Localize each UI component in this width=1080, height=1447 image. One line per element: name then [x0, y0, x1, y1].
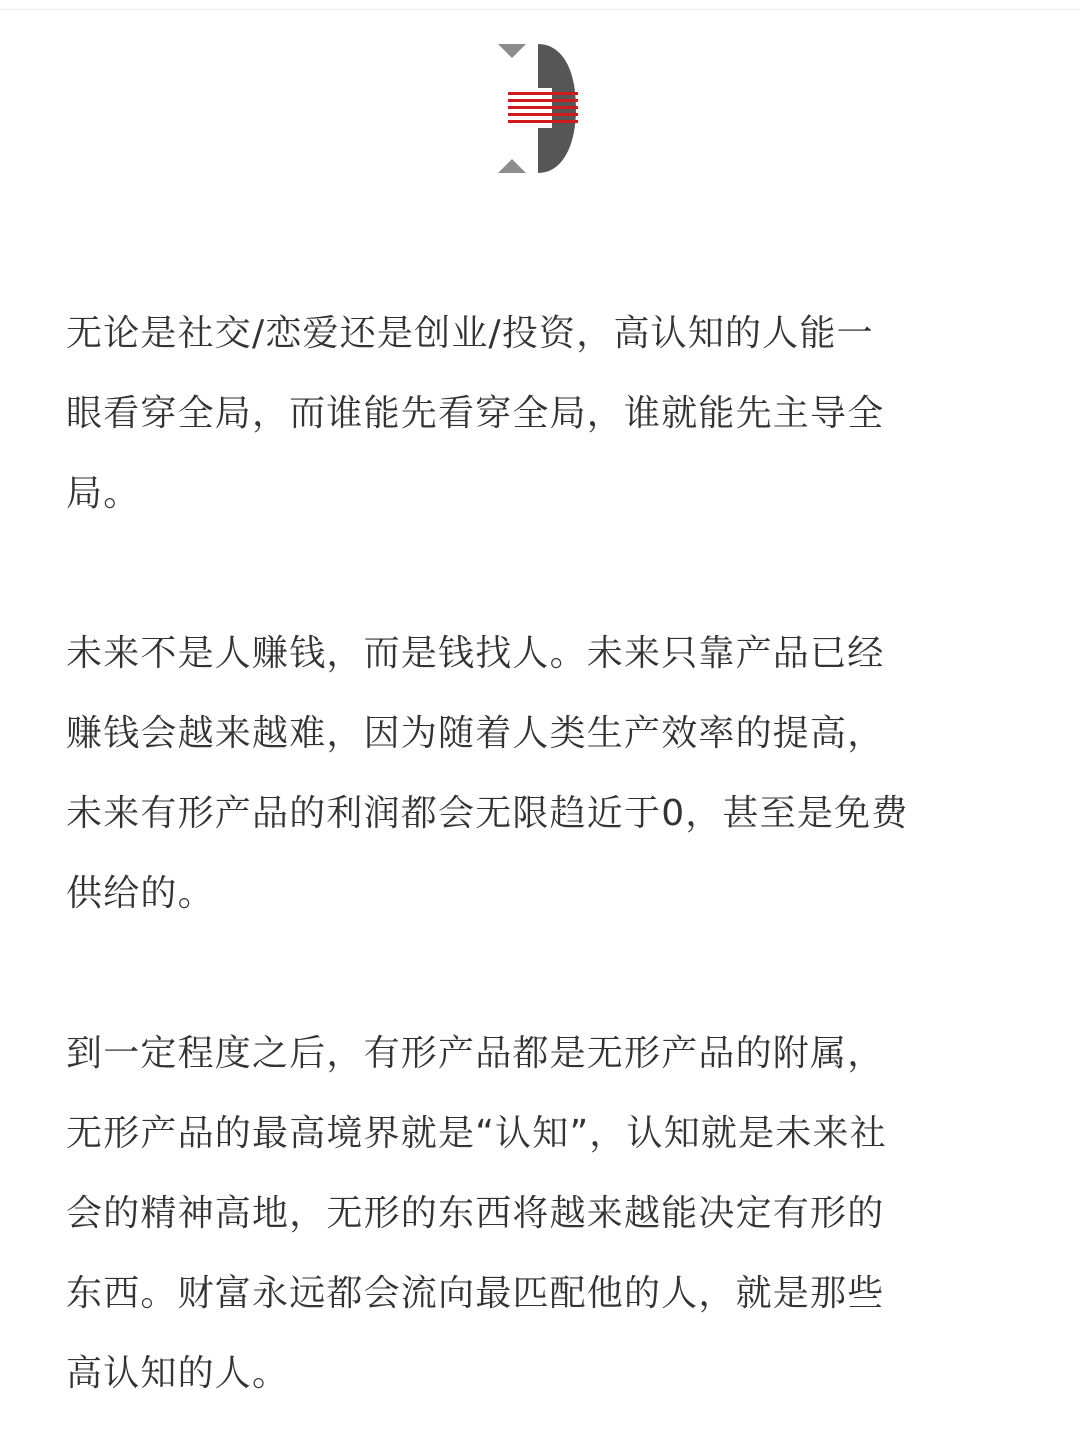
- top-divider: [0, 9, 1080, 10]
- logo-icon: [490, 36, 590, 181]
- paragraph-1: 无论是社交/恋爱还是创业/投资，高认知的人能一 眼看穿全局，而谁能先看穿全局，谁就能先主导全 局。: [66, 313, 885, 514]
- paragraph-3: 到一定程度之后，有形产品都是无形产品的附属， 无形产品的最高境界就是“认知”，认知就是未来社 会的精神高地，无形的东西将越来越能决定有形的 东西。财富永远都会流向最匹配他的人，就是那些 高认知的人。: [66, 1033, 887, 1394]
- article-body: [66, 294, 1026, 1414]
- paragraph-2: 未来不是人赚钱，而是钱找人。未来只靠产品已经 赚钱会越来越难，因为随着人类生产效率的提高， 未来有形产品的利润都会无限趋近于0，甚至是免费 供给的。: [66, 633, 909, 914]
